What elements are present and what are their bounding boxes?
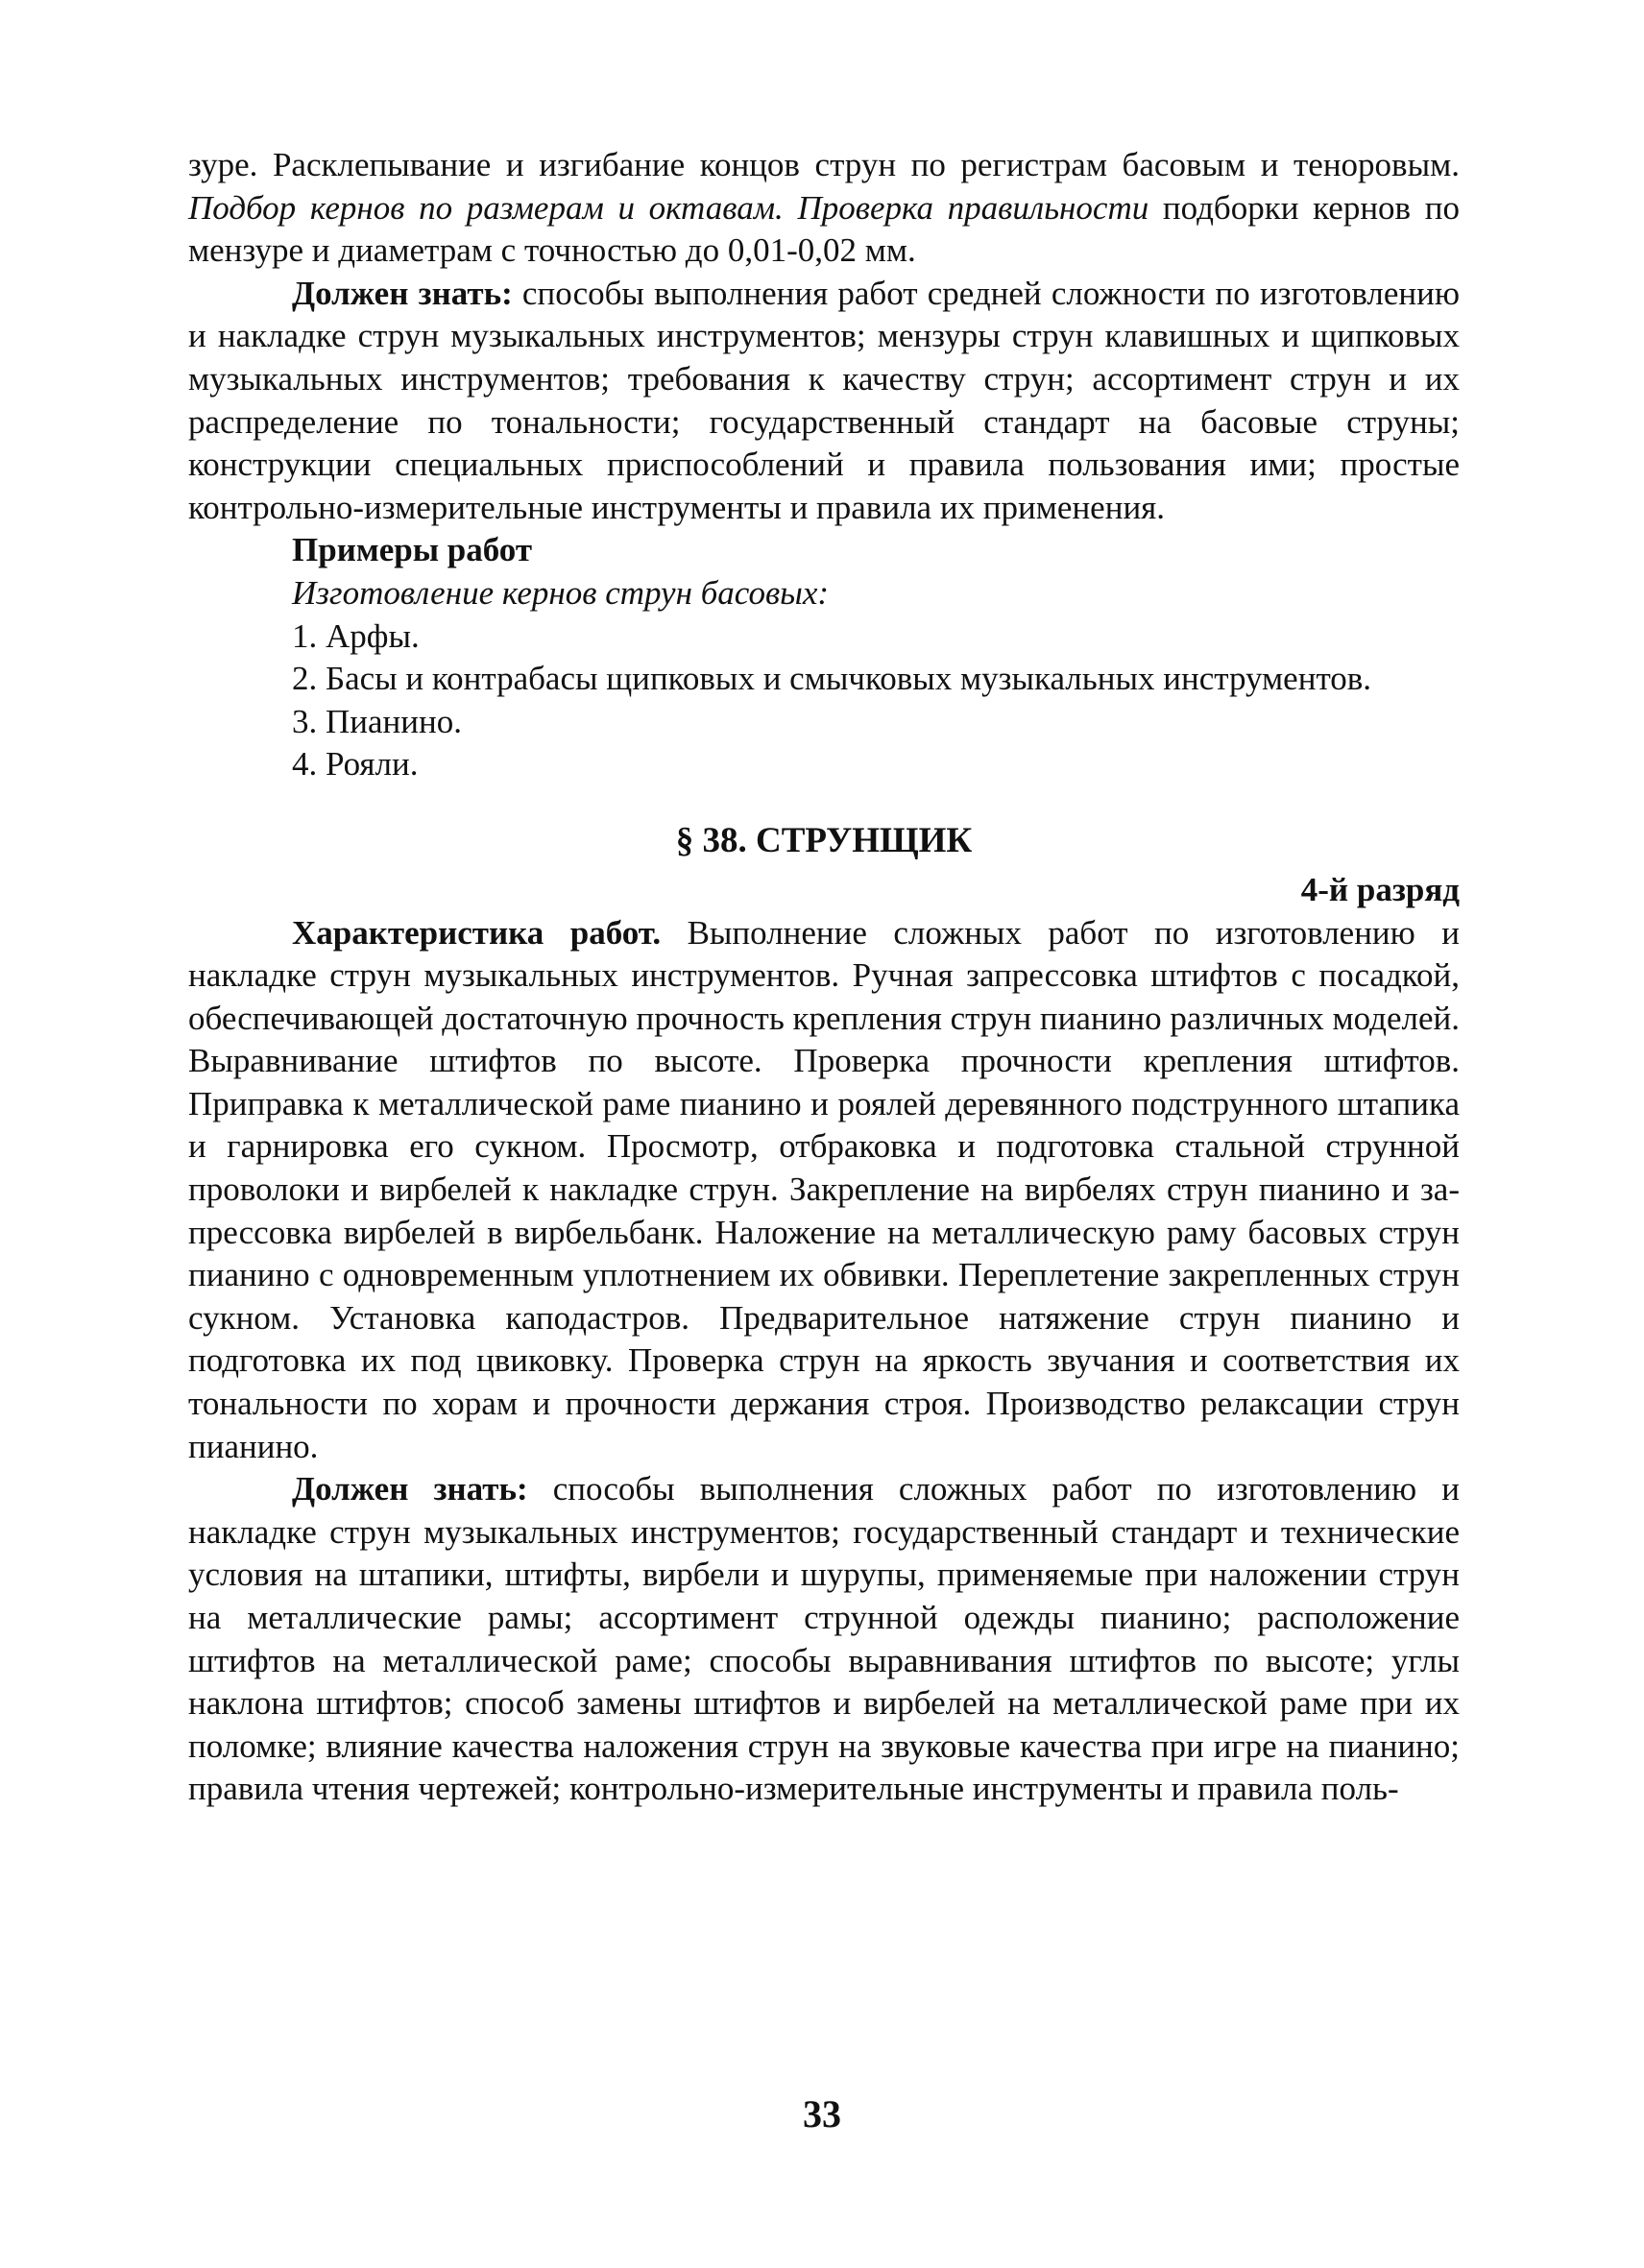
characteristics-paragraph (188, 912, 1460, 1469)
knowledge-paragraph-2 (188, 1468, 1460, 1811)
characteristics-label: Характеристика работ. (292, 913, 662, 952)
document-page (188, 144, 1460, 1811)
examples-title: Примеры работ (292, 531, 533, 569)
knowledge-label-1: Должен знать: (292, 274, 513, 312)
top-paragraph-part1: зуре. Расклепывание и изгибание концов струн по регистрам басовым и теноровым. (188, 146, 1460, 183)
knowledge-text-2: способы выполнения сложных работ по изготовлению и накладке струн музыкальных инструментов; государственный стандарт и технические условия на штапики, штифты, вирбели и шурупы, применяемые при наложении струн на металлические рамы; ассортимент струнной одежды пианино; расположение штифтов на металлической раме; способы выравнивания штифтов по высоте; углы наклона штифтов; способ замены штифтов и вирбелей на металлической раме при их поломке; влияние качества наложения струн на звуковые качества при игре на пианино; правила чтения чертежей; контрольно-измерительные инструменты и правила поль- (188, 1470, 1460, 1808)
characteristics-text: Выполнение сложных работ по изготовлению и накладке струн музыкальных инструментов. Ручная запрессовка штифтов с посадкой, обеспечивающей достаточную прочность крепления струн пианино различных моделей. Выравнивание штифтов по высоте. Проверка прочности крепления штифтов. Приправка к металлической раме пианино и роялей деревянного подструнного штапика и гарнировка его сукном. Просмотр, отбраковка и подготовка стальной струнной проволоки и вирбелей к накладке струн. Закрепление на вирбелях струн пианино и запрессовка вирбелей в вирбельбанк. Наложение на металлическую раму басовых струн пианино с одновременным уплотнением их обвивки. Переплетение закрепленных струн сукном. Установка каподастров. Предварительное натяжение струн пианино и подготовка их под цвиковку. Проверка струн на яркость звучания и соответствия их тональности по хорам и прочности держания строя. Производство релаксации струн пианино. (188, 913, 1460, 1465)
section-title: § 38. СТРУНЩИК (675, 820, 973, 860)
knowledge-text-1: способы выполнения работ средней сложности по изготовлению и накладке струн музыкальных инструментов; мензуры струн клавишных и щипковых музыкальных инструментов; требования к качеству струн; ассортимент струн и их распределение по тональности; государственный стандарт на басовые струны; конструкции специальных приспособлений и правила пользования ими; простые контрольно-измерительные инструменты и правила их применения. (188, 274, 1460, 526)
list-item: 1. Арфы. (292, 616, 420, 655)
top-paragraph-part2: Подбор кернов по размерам и октавам. Проверка правильности (188, 188, 1149, 227)
examples-subtitle: Изготовление кернов струн басовых: (292, 573, 830, 612)
knowledge-label-2: Должен знать: (292, 1470, 528, 1508)
list-item: 4. Рояли. (292, 745, 419, 784)
knowledge-paragraph-1 (188, 273, 1460, 530)
page-number: 33 (803, 2092, 841, 2135)
top-paragraph (188, 144, 1460, 273)
section-grade: 4-й разряд (1300, 870, 1460, 908)
list-item: 2. Басы и контрабасы щипковых и смычковых музыкальных инструментов. (292, 660, 1372, 698)
top-paragraph-part3: подборки кернов по мензуре и диаметрам с точностью до 0,01-0,02 мм. (188, 188, 1460, 270)
list-item: 3. Пианино. (292, 702, 462, 740)
